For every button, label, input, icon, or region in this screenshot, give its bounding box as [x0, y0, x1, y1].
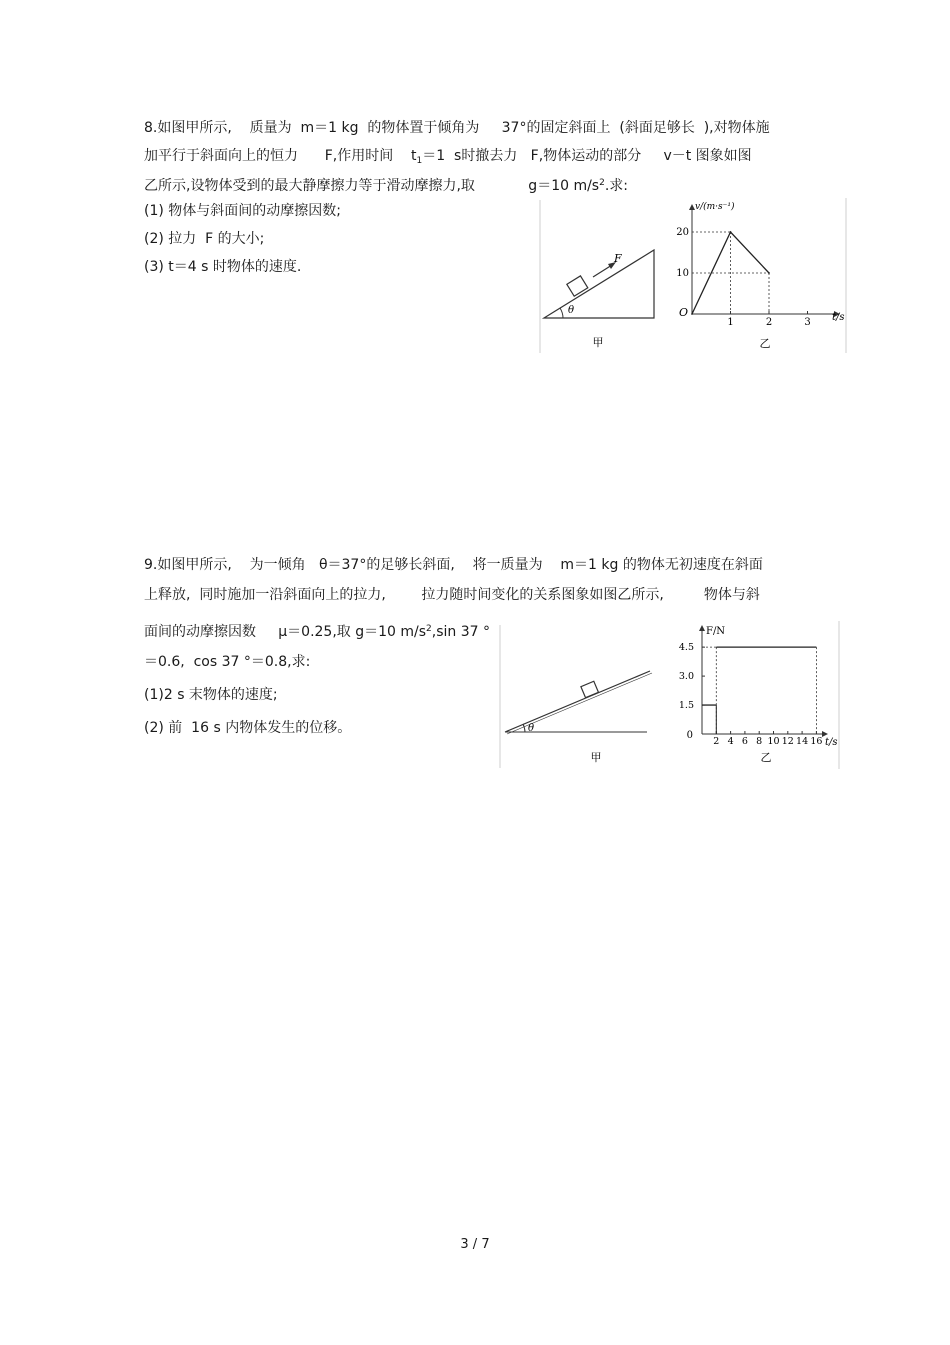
y-axis-label: v/(m·s⁻¹) — [695, 202, 735, 212]
angle-label: θ — [568, 305, 575, 316]
q8-line-2-b: ＝1 s时撤去力 F,物体运动的部分 v－t 图象如图 — [422, 148, 752, 164]
q8-figure-jia — [538, 200, 668, 353]
caption-jia: 甲 — [590, 751, 602, 764]
angle-arc — [560, 308, 563, 318]
q8-line-3 — [144, 174, 628, 195]
x-axis-label: t/s — [832, 312, 845, 323]
q9-item-1: (1)2 s 末物体的速度; — [144, 687, 278, 703]
x-tick-label: 16 — [810, 736, 823, 747]
q9-figure-jia — [497, 625, 662, 768]
x-tick-label: 1 — [727, 317, 734, 328]
x-tick-label: 14 — [796, 736, 809, 747]
q9-line-1: 9.如图甲所示, 为一倾角 θ＝37°的足够长斜面, 将一质量为 m＝1 kg 的物体无初速度在斜面 — [144, 557, 763, 573]
caption-jia: 甲 — [592, 336, 604, 349]
x-tick-label: 8 — [756, 736, 763, 747]
caption-yi: 乙 — [760, 751, 772, 764]
x-tick-label: 4 — [727, 736, 734, 747]
data-point — [730, 231, 732, 233]
q8-item-3: (3) t＝4 s 时物体的速度. — [144, 259, 302, 275]
q9-line-4: ＝0.6, cos 37 °＝0.8,求: — [144, 654, 311, 670]
x-tick-label: 12 — [781, 736, 794, 747]
data-point — [691, 313, 693, 315]
q8-vt-graph — [670, 198, 848, 353]
q8-line-3-a: 乙所示,设物体受到的最大静摩擦力等于滑动摩擦力,取 g＝10 m/s — [144, 178, 600, 194]
angle-label: θ — [528, 723, 535, 734]
y-tick-label: 10 — [676, 268, 689, 279]
q8-line-2 — [144, 147, 752, 170]
y-tick-label: 1.5 — [678, 700, 694, 712]
q9-line-3 — [144, 620, 490, 641]
caption-yi: 乙 — [759, 337, 771, 350]
incline-triangle — [544, 250, 654, 318]
page-number: 3 / 7 — [460, 1237, 490, 1252]
q9-line-3-sup: 2 — [426, 624, 432, 634]
origin-label: O — [679, 306, 689, 319]
q9-item-2: (2) 前 16 s 内物体发生的位移。 — [144, 720, 352, 736]
x-tick-label: 6 — [741, 736, 748, 747]
x-tick-label: 2 — [713, 736, 720, 747]
data-point — [768, 272, 770, 274]
q8-item-1: (1) 物体与斜面间的动摩擦因数; — [144, 203, 341, 219]
q8-line-2-a: 加平行于斜面向上的恒力 F,作用时间 t — [144, 148, 417, 164]
q8-line-3-sup: 2 — [599, 178, 605, 188]
q8-line-1: 8.如图甲所示, 质量为 m＝1 kg 的物体置于倾角为 37°的固定斜面上 (斜面足够长 ),对物体施 — [144, 120, 770, 136]
q9-ft-graph — [668, 621, 841, 769]
origin-label: 0 — [686, 730, 693, 741]
incline-line — [505, 671, 650, 732]
block — [581, 681, 599, 697]
x-axis-label: t/s — [825, 737, 838, 748]
q8-item-2: (2) 拉力 F 的大小; — [144, 231, 265, 247]
force-arrow — [593, 265, 612, 277]
q8-line-2-sub: 1 — [416, 156, 423, 166]
x-tick-label: 2 — [765, 317, 773, 328]
angle-arc — [523, 724, 525, 732]
q9-line-3-a: 面间的动摩擦因数 μ＝0.25,取 g＝10 m/s — [144, 624, 427, 640]
x-tick-label: 10 — [767, 736, 780, 747]
y-tick-label: 20 — [676, 227, 689, 238]
force-label: F — [614, 252, 622, 265]
y-tick-label: 4.5 — [678, 642, 694, 654]
q8-line-3-b: .求: — [604, 178, 629, 194]
q9-line-2: 上释放, 同时施加一沿斜面向上的拉力, 拉力随时间变化的关系图象如图乙所示, 物体与斜 — [144, 587, 760, 603]
x-tick-label: 3 — [804, 317, 811, 328]
q9-line-3-b: ,sin 37 ° — [431, 624, 490, 640]
y-axis-label: F/N — [706, 626, 726, 637]
y-tick-label: 3.0 — [678, 671, 694, 683]
y-axis-arrow — [699, 625, 705, 631]
